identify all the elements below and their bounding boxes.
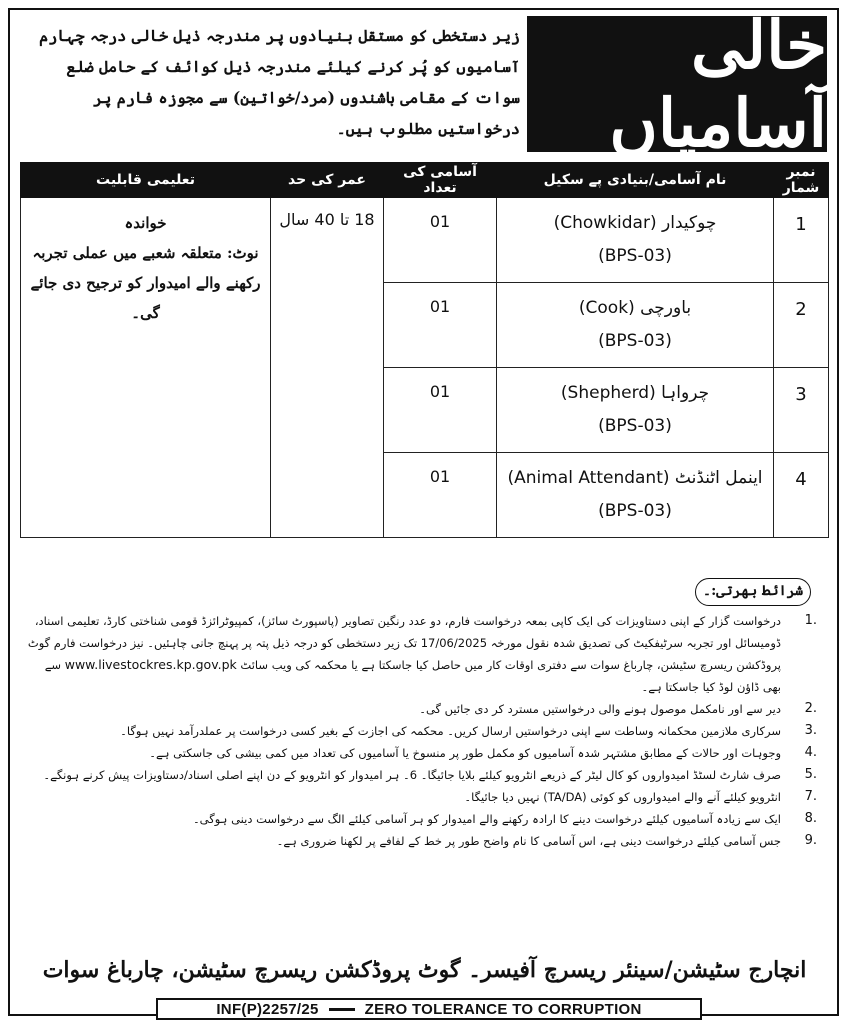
- row-number: 3: [774, 368, 829, 453]
- age-limit: 18 تا 40 سال: [271, 198, 384, 538]
- condition-text: جس آسامی کیلئے درخواست دینی ہے، اس آسامی کا نام واضح طور پر خط کے لفافے پر لکھنا ضروری ہے۔: [276, 834, 781, 848]
- qualification-cell: [21, 198, 271, 538]
- condition-text: صرف شارٹ لسٹڈ امیدواروں کو کال لیٹر کے ذریعے انٹرویو کیلئے بلایا جائیگا۔ 6۔ ہر امیدوار کو انٹرویو کے دن اپنے اصلی اسناد/دستاویزات پیش کرنے ہونگے۔: [43, 768, 781, 782]
- condition-text-part: سے بھی ڈاؤن لوڈ کیا جاسکتا ہے۔: [44, 658, 781, 694]
- condition-number: 8.: [804, 811, 817, 826]
- slogan: ZERO TOLERANCE TO CORRUPTION: [364, 1000, 642, 1018]
- post-bps: (BPS-03): [598, 501, 672, 521]
- post-name: چوکیدار (Chowkidar): [553, 213, 717, 233]
- advertisement-sheet: [8, 8, 839, 1016]
- website-link[interactable]: www.livestockres.kp.gov.pk: [64, 657, 237, 672]
- row-count: 01: [384, 368, 497, 453]
- row-count: 01: [384, 198, 497, 283]
- condition-number: 9.: [804, 833, 817, 848]
- separator-dash: [329, 1008, 355, 1011]
- condition-text: دیر سے اور نامکمل موصول ہونے والی درخواستیں مسترد کر دی جائیں گی۔: [419, 702, 781, 716]
- deadline-date: 17/06/2025: [420, 636, 488, 650]
- office-signature: انچارج سٹیشن/سینئر ریسرچ آفیسر۔ گوٹ پروڈکشن ریسرچ سٹیشن، چارباغ سوات: [42, 957, 807, 983]
- row-post: [497, 368, 774, 453]
- condition-number: 2.: [804, 701, 817, 716]
- intro-text: زیر دستخطی کو مستقل بنیادوں پر مندرجہ ذیل خالی درجہ چہارم آسامیوں کو پُر کرنے کیلئے مندرجہ ذیل کوائف کے حامل ضلع سوات کے مقامی باشندوں (مرد/خواتین) سے مجوزہ فارم پر درخواستیں مطلوب ہیں۔: [39, 26, 520, 138]
- condition-text: وجوہات اور حالات کے مطابق مشتہر شدہ آسامیوں کو مکمل طور پر منسوخ یا آسامیوں کی تعداد میں کمی بیشی کی جاسکتی ہے۔: [149, 746, 781, 760]
- condition-text-part: تک زیر دستخطی کو درجہ ذیل پتہ پر پہنچ جانی چاہئیں۔ نیز درخواست فارم گوٹ پروڈکشن ریسرچ سٹیشن، چارباغ سوات سے دفتری اوقات کار میں حاصل کیا جاسکتا ہے یا محکمہ کی ویب سائٹ: [27, 636, 781, 672]
- row-number: 2: [774, 283, 829, 368]
- row-post: [497, 283, 774, 368]
- conditions-list: [27, 610, 817, 852]
- qualification-text: خواندہ: [124, 214, 167, 232]
- row-post: [497, 453, 774, 538]
- condition-number: 3.: [804, 723, 817, 738]
- condition-number: 7.: [804, 789, 817, 804]
- row-count: 01: [384, 283, 497, 368]
- table-row: [21, 198, 829, 283]
- row-number: 4: [774, 453, 829, 538]
- condition-item: [27, 830, 817, 852]
- conditions-heading: شرائط بھرتی:۔: [695, 578, 811, 606]
- condition-item: [27, 610, 817, 698]
- condition-item: [27, 742, 817, 764]
- qualification-note: نوٹ: متعلقہ شعبے میں عملی تجربہ رکھنے والے امیدوار کو ترجیح دی جائے گی۔: [30, 244, 261, 322]
- condition-text: [27, 610, 781, 698]
- table-header-row: [21, 163, 829, 198]
- condition-item: [27, 786, 817, 808]
- row-post: [497, 198, 774, 283]
- post-bps: (BPS-03): [598, 331, 672, 351]
- condition-text: سرکاری ملازمین محکمانہ وساطت سے اپنی درخواستیں ارسال کریں۔ محکمہ کی اجازت کے بغیر کسی درخواست پر عملدرآمد نہیں ہوگا۔: [120, 724, 781, 738]
- condition-text: ایک سے زیادہ آسامیوں کیلئے درخواست دینے کا ارادہ رکھنے والے امیدوار کو ہر آسامی کیلئے الگ سے درخواست دینی ہوگی۔: [192, 812, 781, 826]
- footer-bar: [156, 998, 702, 1020]
- condition-number: 4.: [804, 745, 817, 760]
- condition-number: 1.: [804, 613, 817, 628]
- header-post: نام آسامی/بنیادی پے سکیل: [497, 163, 774, 198]
- vacancies-table: [20, 162, 829, 538]
- page-title: خالی آسامیاں: [527, 16, 827, 152]
- condition-item: [27, 720, 817, 742]
- header-qualification: تعلیمی قابلیت: [21, 163, 271, 198]
- header-count: آسامی کی تعداد: [384, 163, 497, 198]
- condition-text: انٹرویو کیلئے آنے والے امیدواروں کو کوئی (TA/DA) نہیں دیا جائیگا۔: [464, 790, 781, 804]
- post-bps: (BPS-03): [598, 416, 672, 436]
- condition-item: [27, 808, 817, 830]
- row-count: 01: [384, 453, 497, 538]
- reference-number: INF(P)2257/25: [216, 1000, 319, 1018]
- post-bps: (BPS-03): [598, 246, 672, 266]
- header-number: نمبر شمار: [774, 163, 829, 198]
- condition-item: [27, 698, 817, 720]
- post-name: اینمل اٹنڈنٹ (Animal Attendant): [507, 468, 763, 488]
- post-name: چرواہا (Shepherd): [560, 383, 710, 403]
- header-age: عمر کی حد: [271, 163, 384, 198]
- condition-number: 5.: [804, 767, 817, 782]
- condition-item: [27, 764, 817, 786]
- condition-text-part: درخواست گزار کے اپنی دستاویزات کی ایک کاپی بمعہ درخواست فارم، دو عدد رنگین تصاویر (پاسپورٹ سائز)، کمپیوٹرائزڈ قومی شناختی کارڈ، تعلیمی اسناد، ڈومیسائل اور تجربہ سرٹیفکیٹ کی تصدیق شدہ نقول مورخہ: [34, 614, 781, 650]
- row-number: 1: [774, 198, 829, 283]
- post-name: باورچی (Cook): [578, 298, 692, 318]
